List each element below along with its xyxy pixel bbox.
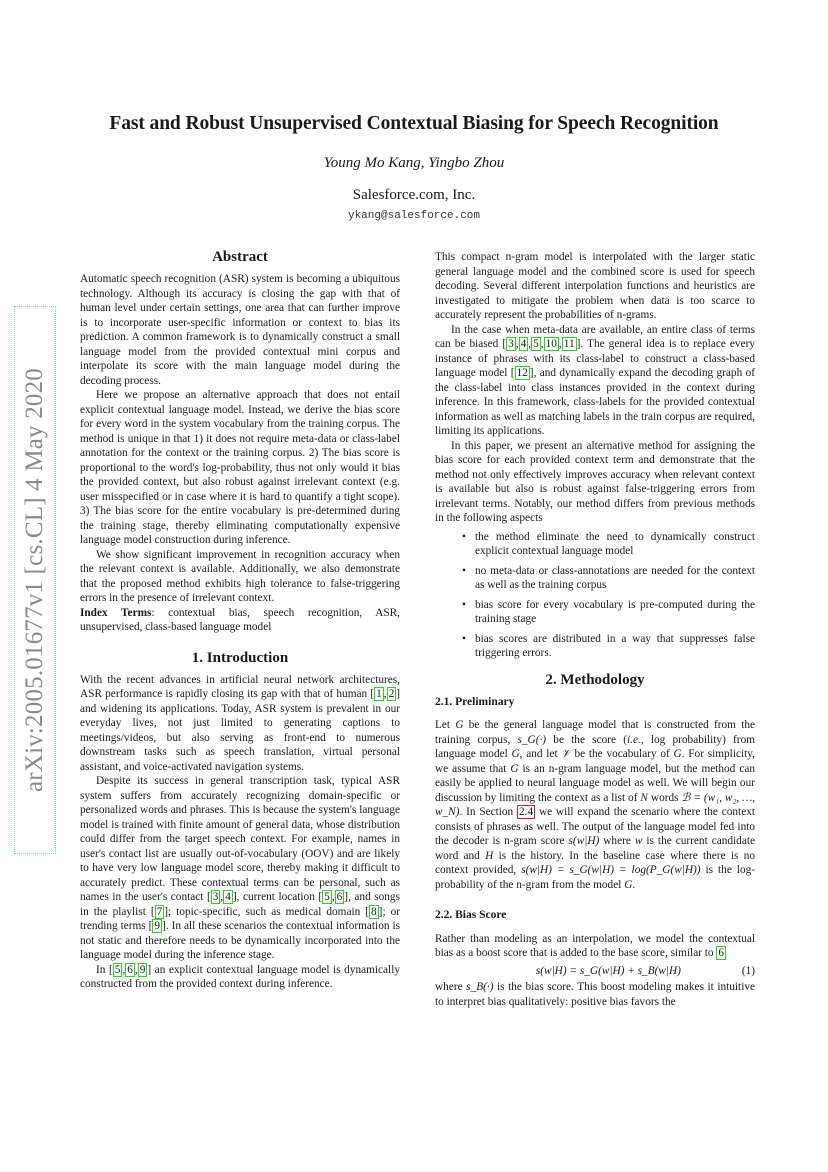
math: G — [673, 748, 682, 760]
list-item: • bias scores are distributed in a way that suppresses false triggering errors. — [475, 632, 755, 661]
abstract-heading: Abstract — [212, 249, 268, 265]
math: 𝒱 — [561, 748, 571, 760]
citation-link[interactable]: 8 — [371, 905, 377, 918]
text: is an n-gram language model, but the method can easily be applied to neural language model as well. We will begin our discussion by limiting the context as a list of — [435, 762, 756, 804]
citation-link[interactable]: 6 — [718, 947, 725, 959]
introduction-heading: 1. Introduction — [191, 649, 289, 666]
text: , and dynamically expand the decoding graph of the class-label into class instances provided in the context during inference. In this framework, class-labels for the provided contextual information as well as matching labels in the train corpus are required, limiting its applications. — [435, 367, 755, 437]
math: s_B(·) — [466, 981, 494, 993]
citation-link[interactable]: 4 — [520, 338, 527, 350]
math: G — [455, 719, 464, 731]
text: In — [96, 963, 109, 976]
text: Despite its success in general transcription task, typical ASR system suffers from accurately recognizing domain-specific or personalized words and phrases. This is because the system's language model is trained with finite amount of general data, whose distribution could differ from the target speech context. For example, names in user's contact list are usually out-of-vocabulary (OOV) and are likely to have very low language model score, thereby making it difficult to accurately predict. These contextual terms can be personal, such as names in the user's contact — [80, 775, 400, 903]
equation-1 — [435, 964, 755, 979]
list-item: • bias score for every vocabulary is pre-computed during the training stage — [475, 598, 755, 627]
arxiv-id-text: arXiv:2005.01677v1 [cs.CL] 4 May 2020 — [21, 367, 48, 793]
text: With the recent advances in artificial neural network architectures, ASR performance is rapidly closing its gap with that of human — [80, 673, 400, 700]
paper-authors: Young Mo Kang, Yingbo Zhou — [323, 155, 505, 171]
citation-link[interactable]: 5 — [114, 963, 121, 976]
text: In the case when meta-data are available, an entire class of terms can be biased — [435, 323, 755, 350]
citation-link[interactable]: 10 — [545, 338, 557, 350]
math: G — [511, 748, 520, 760]
text: log probability) from language model — [435, 733, 756, 760]
preliminary-heading: 2.1. Preliminary — [435, 695, 515, 708]
citation-link[interactable]: 1 — [376, 688, 382, 700]
text: be the vocabulary of — [570, 748, 674, 760]
bias-score-paragraph — [435, 932, 755, 961]
text: where — [435, 981, 467, 993]
citation-link[interactable]: 12 — [516, 367, 528, 379]
intro-paragraph-4: This compact n-gram model is interpolated with the larger static general language model and the combined score is used for speech decoding. Several different interpolation functions and heuristics are investigated to mitigate the problem when data is too scarce to accurately represent the probabilities of n-grams. — [435, 251, 755, 321]
text: . In Section — [459, 806, 518, 818]
list-item: • no meta-data or class-annotations are needed for the context as well as the training corpus — [475, 564, 755, 593]
citation-link[interactable]: 5 — [324, 891, 330, 903]
math: G — [510, 762, 519, 775]
abstract-paragraph-3: We show significant improvement in recognition accuracy when the relevant context is available. Additionally, we also demonstrate that the proposed method exhibits high tolerance to false-triggering errors in the presence of irrelevant context. — [80, 548, 400, 604]
affiliation: Salesforce.com, Inc. — [352, 187, 476, 203]
text: and widening its applications. Today, ASR system is prevalent in our everyday lives, not just limited to generating captions to meetings/videos, but also serving as front-end to numerous downstream tasks such as speech translation, virtual personal assistant, and voice-activated navigation systems. — [80, 702, 400, 773]
text: is the log-probability of the n-gram from the model — [435, 864, 756, 891]
intro-paragraph-3: In [ 5 , 6 , 9 ] an explicit contextual language model is dynamically constructed from the provided context during inference. — [80, 963, 400, 990]
text: . The general idea is to replace every instance of phrases with its class-label to construct a class-based language model — [435, 338, 756, 379]
arxiv-identifier-stamp[interactable] — [14, 306, 56, 854]
citation-link[interactable]: 11 — [563, 338, 575, 350]
text: we will expand the scenario where the context consists of phrases as well. The output of the language model fed into the decoder is n-gram score — [435, 806, 755, 847]
text: . For simplicity, we assume that — [435, 748, 755, 775]
citation-link[interactable]: 6 — [336, 891, 343, 903]
citation-link[interactable]: 3 — [212, 891, 219, 903]
citation-link[interactable]: 4 — [225, 891, 231, 903]
citation-link[interactable]: 5 — [533, 338, 539, 350]
text: words — [647, 791, 682, 804]
math: ℬ = (w₁, w₂, …, w_N) — [435, 791, 756, 818]
preliminary-paragraph — [435, 718, 755, 892]
text: where — [599, 835, 635, 847]
text: . — [632, 878, 636, 891]
author-email[interactable]: ykang@salesforce.com — [347, 210, 481, 222]
text: is the history. In the baseline case where there is no context provided, — [435, 849, 755, 876]
section-ref-link[interactable]: 2.4 — [519, 806, 534, 818]
text: i.e., — [627, 733, 644, 746]
contribution-list — [435, 530, 755, 661]
text: ; topic-specific, such as medical domain — [168, 905, 366, 918]
bias-score-continuation — [435, 980, 755, 1009]
text: Let — [435, 719, 456, 731]
text: , and songs in the playlist — [80, 891, 400, 918]
citation-link[interactable]: 3 — [508, 338, 514, 350]
text: an explicit contextual language model is dynamically constructed from the provided context during inference. — [80, 963, 400, 990]
text: , current location — [236, 891, 319, 903]
citation-link[interactable]: 9 — [139, 963, 146, 976]
right-column — [435, 250, 755, 1009]
text: is the bias score. This boost modeling makes it intuitive to interpret bias qualitatively: positive bias favors the — [435, 981, 755, 1008]
text: be the general language model that is constructed from the training corpus, — [435, 719, 755, 746]
text: . In all these scenarios the contextual information is not static and therefore needs to be dynamically incorporated into the language model during the inference stage. — [80, 920, 400, 961]
math: H — [485, 849, 494, 862]
math: s(w|H) — [568, 835, 600, 847]
citation-link[interactable]: 9 — [154, 920, 161, 932]
bias-score-heading: 2.2. Bias Score — [435, 909, 507, 921]
abstract-paragraph-1: Automatic speech recognition (ASR) system is becoming a ubiquitous technology. Although its accuracy is closing the gap with that of human level under certain settings, one area that can further improve is to incorporate user-specific information or context to bias its prediction. A common framework is to dynamically construct a small language model from the provided contextual mini corpus and interpolate its score with the main language model during the decoding process. — [80, 273, 400, 387]
text: ; or trending terms — [80, 905, 400, 932]
intro-paragraph-1: With the recent advances in artificial neural network architectures, ASR performance is rapidly closing its gap with that of human [ 1 , 2 ] and widening its applications. Today, ASR system is prevalent in our everyday lives, not just limited to generating captions to meetings/videos, but also serving as front-end to numerous downstream tasks such as speech translation, virtual personal assistant, and voice-activated navigation systems. — [80, 673, 400, 773]
intro-paragraph-5: In the case when meta-data are available, an entire class of terms can be biased [ 3 , 4 , 5 , 10 , 11 ]. The general idea is to replace every instance of phrases with its class-label to construct a class-based language model [ 12 ], and dynamically expand the decoding graph of the class-label into class instances provided in the context during inference. In this framework, class-labels for the provided contextual information as well as matching labels in the train corpus are required, limiting its applications. — [435, 323, 756, 437]
math: N — [640, 791, 648, 804]
abstract-paragraph-2: Here we propose an alternative approach that does not entail explicit contextual language model. Instead, we derive the bias score for every word in the system vocabulary from the training corpus. The method is unique in that 1) it does not require meta-data or class-label annotation for the context or the training corpus. 2) The bias score is proportional to the word's log-probability, thus not only would it bias the provided context, but also robust against irrelevant context (e.g. user misspecified or in case where it is hard to quantify a tight scope). 3) The bias score for the entire vocabulary is pre-determined during the training stage, thereby eliminating computationally expensive language model construction during inference. — [80, 389, 400, 546]
citation-link[interactable]: 2 — [388, 688, 395, 700]
equation-number: (1) — [741, 964, 755, 977]
paper-title: Fast and Robust Unsupervised Contextual Biasing for Speech Recognition — [109, 113, 719, 134]
text: , and let — [519, 748, 562, 760]
index-terms-label: Index Terms — [80, 606, 152, 619]
text: is the current candidate word and — [435, 835, 755, 862]
left-column — [80, 248, 400, 992]
math: G — [624, 878, 633, 891]
text: be the score ( — [546, 733, 627, 746]
citation-link[interactable]: 7 — [156, 905, 163, 918]
equation-body: s(w|H) = s_G(w|H) + s_B(w|H) — [535, 964, 681, 977]
index-terms-text: : contextual bias, speech recognition, ASR, unsupervised, class-based language model — [80, 606, 400, 633]
index-terms — [80, 606, 400, 635]
list-item: • the method eliminate the need to dynamically construct explicit contextual language model — [475, 530, 755, 559]
methodology-heading: 2. Methodology — [545, 671, 645, 688]
intro-paragraph-6: In this paper, we present an alternative method for assigning the bias score for each provided context term and demonstrate that the method not only effectively improves accuracy when relevant context is available but also is robust against false-triggering errors from irrelevant terms. Notably, our method differs from previous methods in the following aspects — [435, 439, 755, 524]
citation-link[interactable]: 6 — [127, 963, 133, 976]
math: w — [634, 835, 643, 847]
text: Rather than modeling as an interpolation, we model the contextual bias as a boost score that is added to the base score, similar to — [435, 932, 755, 959]
math: s(w|H) = s_G(w|H) = log(P_G(w|H)) — [521, 864, 701, 876]
intro-paragraph-2: Despite its success in general transcription task, typical ASR system suffers from accurately recognizing domain-specific or personalized words and phrases. This is because the system's language model is trained with finite amount of general data, whose distribution could differ from the target speech context. For example, names in user's contact list are usually out-of-vocabulary (OOV) and are likely to have very low language model score, thereby making it difficult to accurately predict. These contextual terms can be personal, such as names in the user's contact [ 3 , 4 ], current location [ 5 , 6 ], and songs in the playlist [ 7 ]; topic-specific, such as medical domain [ 8 ]; or trending terms [ 9 ]. In all these scenarios the contextual information is not static and therefore needs to be dynamically incorporated into the language model during the inference stage. — [80, 775, 400, 961]
math: s_G(·) — [517, 733, 547, 746]
